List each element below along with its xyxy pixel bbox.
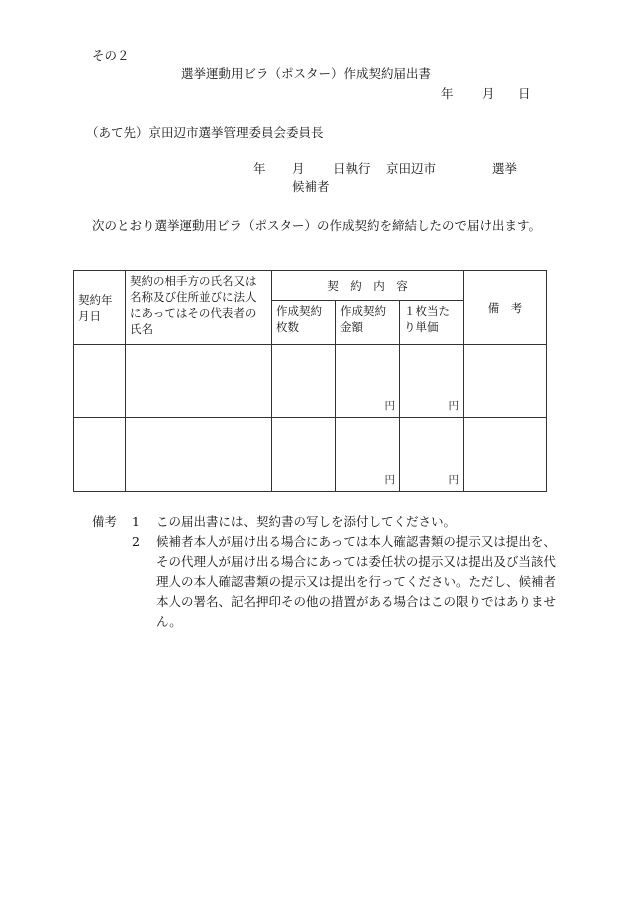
election-label: 選挙 [492, 161, 518, 176]
note-item [92, 512, 562, 532]
declaration-text: 次のとおり選挙運動用ビラ（ポスター）の作成契約を締結したので届け出ます。 [92, 218, 542, 233]
note-number: 1 [132, 514, 140, 529]
header-contract-amount: 作成契約金額 [336, 301, 400, 345]
cell-unit-price-yen[interactable]: 円 [400, 418, 464, 492]
document-title: 選挙運動用ビラ（ポスター）作成契約届出書 [181, 66, 432, 81]
cell-remarks[interactable] [464, 345, 547, 418]
header-counterparty: 契約の相手方の氏名又は名称及び住所並びに法人にあってはその代表者の氏名 [126, 271, 272, 345]
election-day-exec-label: 日執行 [333, 161, 371, 176]
cell-counterparty[interactable] [126, 418, 272, 492]
cell-remarks[interactable] [464, 418, 547, 492]
contract-table [73, 270, 547, 492]
election-city: 京田辺市 [386, 161, 437, 176]
submission-year-label: 年 [441, 86, 454, 101]
notes-label: 備考 [92, 514, 118, 529]
candidate-label: 候補者 [292, 179, 330, 194]
cell-count[interactable] [272, 418, 336, 492]
note-text: この届出書には、契約書の写しを添付してください。 [156, 514, 457, 529]
cell-unit-price-yen[interactable]: 円 [400, 345, 464, 418]
cell-amount-yen[interactable]: 円 [336, 345, 400, 418]
header-contract-date: 契約年月日 [74, 271, 126, 345]
note-number: 2 [132, 534, 140, 549]
header-remarks: 備 考 [464, 271, 547, 345]
header-contract-count: 作成契約枚数 [272, 301, 336, 345]
header-unit-price: １枚当たり単価 [400, 301, 464, 345]
cell-contract-date[interactable] [74, 345, 126, 418]
cell-contract-date[interactable] [74, 418, 126, 492]
addressee: （あて先）京田辺市選挙管理委員会委員長 [86, 125, 324, 140]
cell-counterparty[interactable] [126, 345, 272, 418]
form-number: その２ [92, 48, 130, 63]
cell-count[interactable] [272, 345, 336, 418]
election-month-label: 月 [292, 161, 305, 176]
cell-amount-yen[interactable]: 円 [336, 418, 400, 492]
header-contract-content: 契 約 内 容 [272, 271, 464, 301]
submission-month-label: 月 [482, 86, 495, 101]
notes-section [92, 512, 562, 632]
table-row [74, 345, 547, 418]
election-year-label: 年 [253, 161, 266, 176]
submission-day-label: 日 [518, 86, 531, 101]
note-item [92, 532, 562, 632]
table-row [74, 418, 547, 492]
note-text: 候補者本人が届け出る場合にあっては本人確認書類の提示又は提出を、その代理人が届け出る場合にあっては委任状の提示又は提出及び当該代理人の本人確認書類の提示又は提出を行ってください。ただし、候補者本人の署名、記名押印その他の措置がある場合はこの限りではありません。 [156, 534, 557, 629]
